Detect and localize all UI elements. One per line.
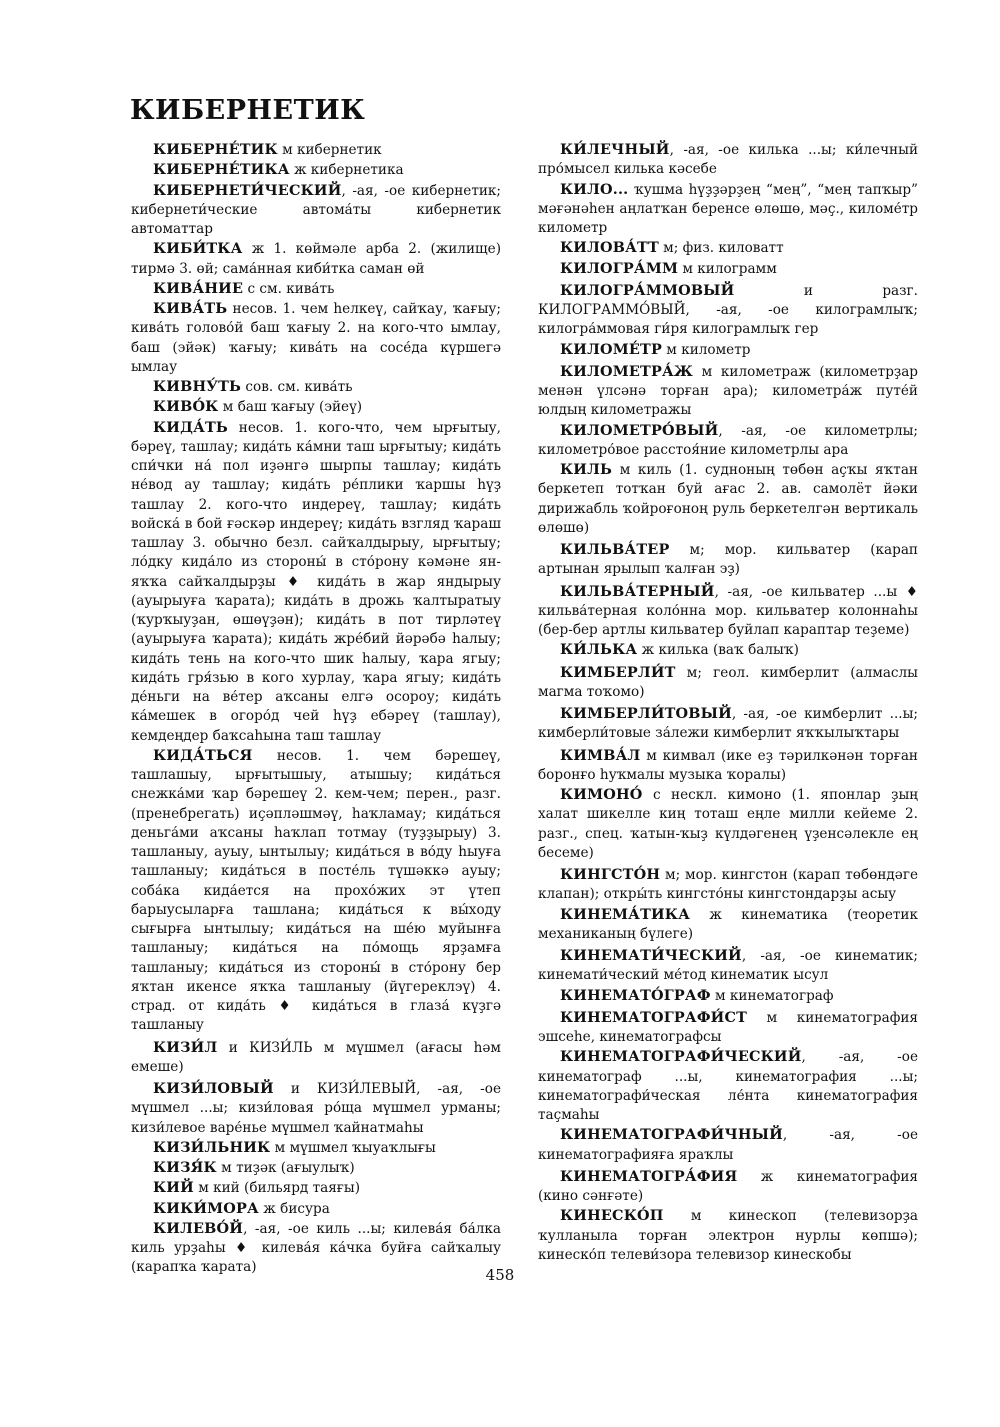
entry-definition: м; мор. кингстон (карап төбөндәге клапан); откры́ть кингсто́ны кингстондарҙы асыу bbox=[538, 867, 918, 903]
dictionary-entry bbox=[131, 1199, 501, 1219]
entry-headword: КИВНУ́ТЬ bbox=[153, 378, 242, 395]
entry-headword: КИЗЯ́К bbox=[153, 1159, 217, 1176]
entry-definition: ж кибернетика bbox=[289, 162, 404, 179]
dictionary-entry bbox=[538, 238, 918, 258]
dictionary-entry bbox=[538, 865, 918, 905]
entry-definition: м километраж (километрҙар менән үлсәнә торған ара); километра́ж путе́й юлдың километражы bbox=[538, 363, 918, 419]
dictionary-entry bbox=[538, 340, 918, 360]
dictionary-entry bbox=[538, 986, 918, 1006]
entry-definition: , -ая, -ое кибернетик; кибернети́ческие автома́ты кибернетик автоматтар bbox=[131, 182, 501, 237]
entry-headword: КИЛОМЕТРО́ВЫЙ bbox=[560, 421, 719, 439]
dictionary-entry bbox=[131, 239, 501, 279]
entry-definition: м мүшмел ҡыуаҡлығы bbox=[270, 1139, 436, 1156]
dictionary-entry bbox=[131, 299, 501, 377]
dictionary-entry bbox=[131, 1038, 501, 1078]
entry-definition: ж 1. көймәле арба 2. (жилище) тирмә 3. өй; сама́нная киби́тка саман өй bbox=[131, 241, 501, 277]
entry-definition: , -ая, -ое кинематограф ...ы, кинематография ...ы; кинематографи́ческая ле́нта кинематография таҫмаһы bbox=[538, 1049, 918, 1123]
entry-headword: КИКИ́МОРА bbox=[153, 1199, 259, 1217]
entry-headword: КИНЕМАТИ́ЧЕСКИЙ bbox=[560, 947, 742, 964]
dictionary-entry bbox=[131, 279, 501, 299]
entry-headword: КИЛОГРА́ММОВЫЙ bbox=[560, 281, 735, 299]
page-number: 458 bbox=[485, 1266, 515, 1284]
dictionary-entry bbox=[538, 281, 918, 340]
entry-definition: м километр bbox=[661, 341, 751, 358]
entry-headword: КИЛО... bbox=[560, 180, 629, 198]
entry-headword: КИВО́К bbox=[153, 398, 219, 416]
entry-headword: КИБЕРНЕ́ТИКА bbox=[153, 161, 290, 179]
entry-headword: КИНЕМА́ТИКА bbox=[560, 905, 691, 923]
entry-definition: сов. см. кива́ть bbox=[241, 379, 353, 395]
entry-definition: и разг. КИЛОГРАММО́ВЫЙ, -ая, -ое килограмлыҡ; килогра́ммовая ги́ря килограмлыҡ гер bbox=[538, 282, 918, 338]
entry-definition: , -ая, -ое кимберлит ...ы; кимберли́товые за́лежи кимберлит яҡҡылыҡтары bbox=[538, 706, 918, 742]
dictionary-entry bbox=[538, 421, 918, 461]
dictionary-entry bbox=[131, 140, 501, 160]
dictionary-entry bbox=[538, 180, 918, 239]
dictionary-entry bbox=[538, 140, 918, 180]
entry-definition: несов. 1. чем бәрешеү, ташлашыу, ырғытышыу, атышыу; кида́ться снежка́ми ҡар бәрешеү 2. кем-чем; перен., разг. (пренебрегать) иҫәпләшмәү, һаҡламау; кида́ться деньга́ми аҡсаны һаҡлап тотмау (туҙҙырыу) 3. ташланыу, ауыу, ынтылыу; кида́ться в во́ду һыуға ташланыу; кида́ться в посте́ль түшәккә ауыу; соба́ка кида́ется на прохо́жих эт үтеп барыусыларға ташлана; кида́ться к вы́ходу сығырға ынтылыу; кида́ться на ше́ю муйынға ташланыу; кида́ться на по́мощь ярҙамға ташланыу; кида́ться из стороны́ в сто́рону бер яҡтан икенсе яҡҡа ташланыу (йүгереклэү) 4. страд. от кида́ть ♦ кида́ться в глаза́ күҙгә ташланыу bbox=[131, 747, 501, 1034]
dictionary-entry bbox=[131, 181, 501, 240]
entry-headword: КИЗИ́Л bbox=[153, 1038, 218, 1056]
dictionary-entry bbox=[538, 362, 918, 421]
entry-definition: с нескл. кимоно (1. японлар ҙың халат шикелле киң тоташ еңле милли кейеме 2. разг., спец. ҡатын-ҡыҙ күлдәгенең үҙенсәлекле ең бесеме) bbox=[538, 787, 918, 861]
dictionary-entry bbox=[131, 1158, 501, 1178]
entry-definition: и КИЗИ́ЛЬ м мүшмел (ағасы һәм емеше) bbox=[131, 1039, 501, 1075]
entry-headword: КИЛЬВА́ТЕР bbox=[560, 541, 670, 558]
entry-definition: ж кинематика (теоретик механиканың бүлеге) bbox=[538, 906, 918, 942]
dictionary-entry bbox=[131, 1079, 501, 1138]
entry-headword: КИНЕМАТОГРАФИ́ЧЕСКИЙ bbox=[560, 1048, 802, 1066]
entry-definition: м киль (1. судноның төбөн аҫҡы яҡтан беркетеп тотҡан буй ағас 2. ав. самолёт йәки дирижабль ҡойроғоноң руль беркетелгән вертикаль өлөшө) bbox=[538, 462, 918, 536]
entry-definition: м; физ. киловатт bbox=[658, 240, 784, 257]
entry-definition: м баш ҡағыу (эйеү) bbox=[218, 399, 363, 416]
entry-definition: ж кинематография (кино сәнғәте) bbox=[538, 1168, 918, 1204]
entry-definition: м; геол. кимберлит (алмаслы магма тоҡомо) bbox=[538, 664, 918, 700]
entry-headword: КИНЕМАТОГРАФИ́ЧНЫЙ bbox=[560, 1126, 783, 1144]
entry-definition: м кий (бильярд таяғы) bbox=[193, 1180, 361, 1197]
entry-definition: м тиҙәк (ағыулыҡ) bbox=[216, 1160, 355, 1176]
dictionary-entry bbox=[538, 704, 918, 744]
entry-headword: КИЛОМЕТРА́Ж bbox=[560, 362, 693, 380]
entry-definition: ж бисура bbox=[258, 1200, 330, 1217]
entry-headword: КИВА́НИЕ bbox=[153, 279, 244, 297]
dictionary-entry bbox=[538, 746, 918, 786]
entry-headword: КИМБЕРЛИ́Т bbox=[560, 663, 676, 681]
entry-headword: КИМБЕРЛИ́ТОВЫЙ bbox=[560, 705, 732, 722]
dictionary-entry bbox=[538, 582, 918, 641]
right-column bbox=[538, 140, 918, 1265]
entry-headword: КИЙ bbox=[153, 1179, 194, 1197]
dictionary-entry bbox=[538, 1008, 918, 1048]
entry-headword: КИБЕРНЕ́ТИК bbox=[153, 141, 278, 158]
entry-definition: м кинематограф bbox=[710, 987, 834, 1004]
dictionary-entry bbox=[538, 1125, 918, 1165]
dictionary-entry bbox=[131, 1178, 501, 1198]
dictionary-entry bbox=[538, 905, 918, 945]
entry-definition: , -ая, -ое километрлы; километро́вое расстоя́ние километрлы ара bbox=[538, 422, 918, 458]
dictionary-entry bbox=[538, 1047, 918, 1125]
dictionary-entry bbox=[538, 1167, 918, 1207]
entry-definition: м кимвал (ике еҙ тәрилкәнән торған боронғо һуҡмалы музыка ҡоралы) bbox=[538, 747, 918, 783]
entry-definition: с см. кива́ть bbox=[243, 280, 335, 297]
entry-headword: КИНЕМАТО́ГРАФ bbox=[560, 986, 711, 1004]
entry-headword: КИЛЕВО́Й bbox=[153, 1219, 244, 1237]
entry-headword: КИ́ЛЬКА bbox=[560, 641, 638, 659]
entry-headword: КИЛЬВА́ТЕРНЫЙ bbox=[560, 582, 715, 600]
entry-headword: КИМОНО́ bbox=[560, 786, 643, 803]
dictionary-entry bbox=[538, 640, 918, 660]
dictionary-entry bbox=[131, 160, 501, 180]
dictionary-entry bbox=[538, 785, 918, 863]
entry-definition: м кибернетик bbox=[277, 142, 382, 158]
entry-headword: КИНЕМАТОГРАФИ́СТ bbox=[560, 1008, 748, 1026]
entry-definition: , -ая, -ое кинематографияға яраҡлы bbox=[538, 1127, 918, 1163]
entry-headword: КИДА́ТЬ bbox=[153, 418, 228, 436]
dictionary-entry bbox=[131, 418, 501, 746]
entry-headword: КИНЕСКО́П bbox=[560, 1207, 664, 1225]
dictionary-entry bbox=[538, 540, 918, 580]
entry-headword: КИБЕРНЕТИ́ЧЕСКИЙ bbox=[153, 181, 342, 199]
dictionary-entry bbox=[538, 1206, 918, 1265]
dictionary-entry bbox=[131, 1138, 501, 1158]
entry-headword: КИЛЬ bbox=[560, 461, 613, 478]
entry-headword: КИЗИ́ЛОВЫЙ bbox=[153, 1080, 274, 1097]
entry-headword: КИЛОВА́ТТ bbox=[560, 239, 659, 257]
dictionary-entry bbox=[538, 663, 918, 703]
entry-definition: м килограмм bbox=[678, 260, 777, 277]
entry-definition: , -ая, -ое кинематик; кинемати́ческий ме́тод кинематик ысул bbox=[538, 948, 918, 984]
dictionary-entry bbox=[131, 746, 501, 1036]
entry-headword: КИБИ́ТКА bbox=[153, 240, 243, 258]
entry-headword: КИМВА́Л bbox=[560, 746, 641, 764]
dictionary-entry bbox=[538, 946, 918, 986]
entry-definition: несов. 1. кого-что, чем ырғытыу, бәреү, ташлау; кида́ть ка́мни таш ырғытыу; кида́ть спи́чки на́ пол иҙәнгә шырпы ташлау; кида́ть не́вод ау ташлау; кида́ть ре́плики ҡаршы һүҙ ташлау 2. кого-что индереү, ташлау; кида́ть войска́ в бой ғәскәр индереү; кида́ть взгляд ҡараш ташлау 3. обычно безл. сайҡалдырыу, ырғытыу; ло́дку кида́ло из стороны́ в сто́рону кәмәне ян-яҡҡа сайҡалдырҙы ♦ кида́ть в жар яндырыу (ауырыуға ҡарата); кида́ть в дрожь ҡалтыратыу (ҡурҡыуҙан, өшөүҙән); кида́ть в пот тирләтеү (ауырыуға ҡарата); кида́ть жре́бий йәрәбә һалыу; кида́ть тень на кого-что шик һалыу, ҡара ягыу; кида́ть гря́зью в кого хурлау, ҡара ягыу; кида́ть де́ньги на ве́тер аҡсаны елгә осороу; кида́ть ка́мешек в огоро́д чей һүҙ ебәреү (ташлау), кемдеңдер баҡсаһына таш ташлау bbox=[131, 419, 501, 744]
entry-headword: КИНЕМАТОГРА́ФИЯ bbox=[560, 1167, 738, 1185]
entry-definition: , -ая, -ое кильватер ...ы ♦ кильва́терная коло́нна мор. кильватер колоннаһы (бер-бер артлы кильватер буйлап караптар теҙеме) bbox=[538, 583, 918, 638]
entry-definition: м кинескоп (телевизорҙа ҡулланыла торған электрон нурлы көпшә); кинеско́п телеви́зора телевизор кинескобы bbox=[538, 1208, 918, 1263]
left-column bbox=[131, 140, 501, 1278]
dictionary-entry bbox=[538, 460, 918, 538]
dictionary-entry bbox=[538, 259, 918, 279]
entry-headword: КИЛОГРА́ММ bbox=[560, 259, 679, 277]
entry-headword: КИДА́ТЬСЯ bbox=[153, 746, 253, 764]
dictionary-entry bbox=[131, 377, 501, 397]
entry-definition: ж килька (ваҡ балыҡ) bbox=[637, 642, 799, 659]
entry-headword: КИЗИ́ЛЬНИК bbox=[153, 1138, 271, 1156]
entry-definition: м кинематография эшсеһе, кинематографсы bbox=[538, 1009, 918, 1045]
entry-headword: КИВА́ТЬ bbox=[153, 300, 228, 317]
entry-definition: м; мор. кильватер (карап артынан ярылып ҡалған эҙ) bbox=[538, 542, 918, 578]
running-head: КИБЕРНЕТИК bbox=[130, 95, 366, 126]
entry-headword: КИНГСТО́Н bbox=[560, 866, 661, 883]
entry-definition: , -ая, -ое киль ...ы; килева́я ба́лка киль урҙаһы ♦ килева́я ка́чка буйға сайҡалыу (карапҡа ҡарата) bbox=[131, 1220, 501, 1276]
entry-headword: КИЛОМЕ́ТР bbox=[560, 340, 662, 358]
entry-definition: и КИЗИ́ЛЕВЫЙ, -ая, -ое мүшмел ...ы; кизи́ловая ро́ща мүшмел урманы; кизи́левое варе́нье мүшмел ҡайнатмаһы bbox=[131, 1081, 501, 1136]
dictionary-entry bbox=[131, 397, 501, 417]
entry-headword: КИ́ЛЕЧНЫЙ bbox=[560, 141, 670, 158]
entry-definition: ҡушма һүҙҙәрҙең “мең”, “мең тапҡыр” мәғәнәһен аңлатҡан беренсе өлөшө, мәҫ., киломе́тр километр bbox=[538, 181, 918, 236]
entry-definition: , -ая, -ое килька ...ы; ки́лечный про́мысел килька кәсебе bbox=[538, 142, 918, 178]
entry-definition: несов. 1. чем һелкеү, сайҡау, ҡағыу; кива́ть голово́й баш ҡағыу 2. на кого-что ымлау, баш (эйәк) ҡағыу; кива́ть на сосе́да күршегә ымлау bbox=[131, 301, 501, 375]
